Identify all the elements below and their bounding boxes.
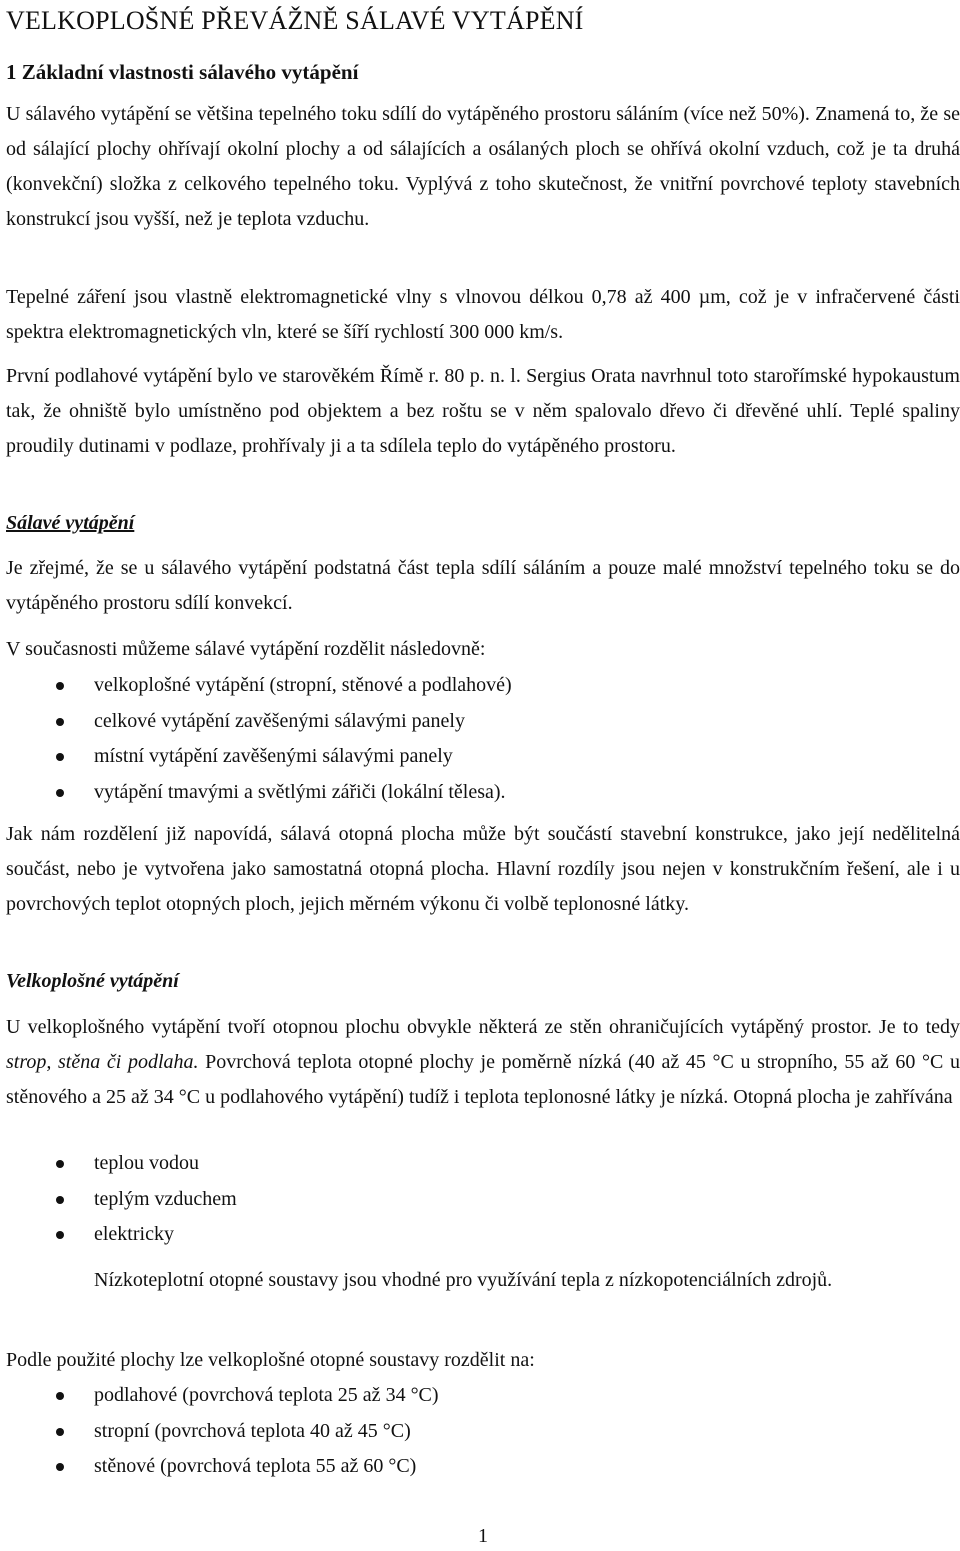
bullet-icon (56, 718, 64, 726)
document-title: VELKOPLOŠNÉ PŘEVÁŽNĚ SÁLAVÉ VYTÁPĚNÍ (6, 6, 584, 35)
paragraph-radiant-definition: U sálavého vytápění se většina tepelného toku sdílí do vytápěného prostoru sáláním (více než 50%). Znamená to, že se od sálající plochy ohřívají okolní plochy a od sálajících a osálaných ploch se ohřívá okolní vzduch, což je ta druhá (konvekční) složka z celkového tepelného toku. Vyplývá z toho skutečnost, že vnitřní povrchové teploty stavebních konstrukcí jsou vyšší, než je teplota vzduchu. (6, 103, 960, 230)
list-item: velkoplošné vytápění (stropní, stěnové a podlahové) (6, 668, 960, 704)
section-heading: 1 Základní vlastnosti sálavého vytápění (6, 60, 359, 84)
subheading-radiant-heating: Sálavé vytápění (6, 512, 135, 534)
paragraph-surface-division: Podle použité plochy lze velkoplošné otopné soustavy rozdělit na: (6, 1349, 535, 1371)
paragraph-large-area: U velkoplošného vytápění tvoří otopnou plochu obvykle některá ze stěn ohraničujících vytápěný prostor. Je to tedy strop, stěna či podlaha. Povrchová teplota otopné plochy je poměrně nízká (40 až 45 °C u stropního, 55 až 60 °C u stěnového a 25 až 34 °C u podlahového vytápění) tudíž i teplota teplonosné látky je nízká. Otopná plocha je zahřívána (6, 1016, 960, 1108)
bullet-icon (56, 1196, 64, 1204)
bullet-icon (56, 789, 64, 797)
bullet-icon (56, 682, 64, 690)
list-item: stěnové (povrchová teplota 55 až 60 °C) (6, 1449, 960, 1485)
bullet-icon (56, 1231, 64, 1239)
bullet-icon (56, 1392, 64, 1400)
paragraph-differences: Jak nám rozdělení již napovídá, sálavá otopná plocha může být součástí stavební konstrukce, jako její nedělitelná součást, nebo je vytvořena jako samostatná otopná plocha. Hlavní rozdíly jsou nejen v konstrukčním řešení, ale i u povrchových teplot otopných ploch, jejich měrném výkonu či volbě teplonosné látky. (6, 823, 960, 915)
bullet-icon (56, 1428, 64, 1436)
page-number: 1 (478, 1525, 488, 1547)
paragraph-history: První podlahové vytápění bylo ve starověkém Římě r. 80 p. n. l. Sergius Orata navrhnul toto starořímské hypokaustum tak, že ohniště bylo umístněno pod objektem a bez roštu se v něm spalovalo dřevo či dřevěné uhlí. Teplé spaliny proudily dutinami v podlaze, prohřívaly ji a ta sdílela teplo do vytápěného prostoru. (6, 365, 960, 457)
list-item: elektricky (6, 1217, 960, 1253)
paragraph-radiant-share: Je zřejmé, že se u sálavého vytápění podstatná část tepla sdílí sáláním a pouze malé množství tepelného toku se do vytápěného prostoru sdílí konvekcí. (6, 557, 960, 614)
list-item: podlahové (povrchová teplota 25 až 34 °C) (6, 1378, 960, 1414)
list-item: teplou vodou (6, 1146, 960, 1182)
list-item: celkové vytápění zavěšenými sálavými panely (6, 704, 960, 740)
heating-types-list (6, 668, 960, 810)
paragraph-low-temperature: Nízkoteplotní otopné soustavy jsou vhodné pro využívání tepla z nízkopotenciálních zdrojů. (94, 1269, 833, 1291)
list-item: vytápění tmavými a světlými zářiči (lokální tělesa). (6, 775, 960, 811)
bullet-icon (56, 1463, 64, 1471)
paragraph-thermal-radiation: Tepelné záření jsou vlastně elektromagnetické vlny s vlnovou délkou 0,78 až 400 µm, což je v infračervené části spektra elektromagnetických vln, které se šíří rychlostí 300 000 km/s. (6, 286, 960, 343)
bullet-icon (56, 753, 64, 761)
list-item: místní vytápění zavěšenými sálavými panely (6, 739, 960, 775)
list-item: teplým vzduchem (6, 1182, 960, 1218)
heat-media-list (6, 1146, 960, 1253)
bullet-icon (56, 1160, 64, 1168)
subheading-large-area-heating: Velkoplošné vytápění (6, 970, 179, 992)
surface-types-list (6, 1378, 960, 1485)
list-item: stropní (povrchová teplota 40 až 45 °C) (6, 1414, 960, 1450)
paragraph-division-intro: V současnosti můžeme sálavé vytápění rozdělit následovně: (6, 638, 486, 660)
